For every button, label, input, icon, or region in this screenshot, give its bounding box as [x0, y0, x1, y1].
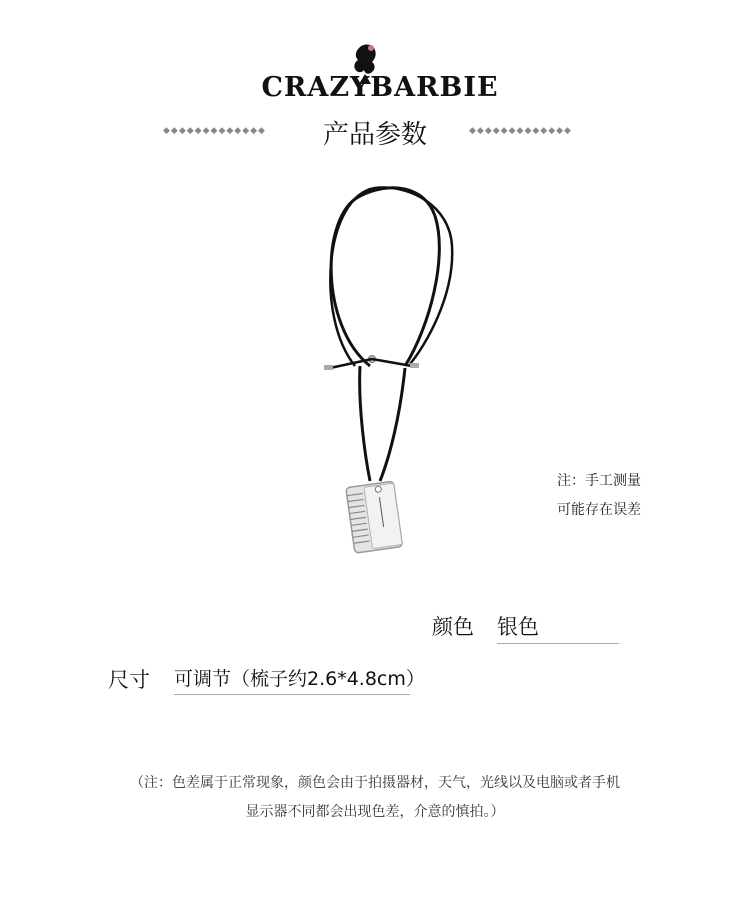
size-label: 尺寸: [108, 668, 150, 692]
color-value: 银色: [497, 611, 619, 644]
brand-name: CRAZYBARBIE: [261, 72, 499, 103]
section-title: 产品参数: [322, 120, 427, 150]
diamond-decoration-left: ◆◆◆◆◆◆◆◆◆◆◆◆◆: [163, 126, 266, 136]
measurement-note: 注：手工测量: [557, 473, 641, 489]
color-disclaimer-line2: 显示器不同都会出现色差，介意的慎拍。）: [245, 804, 505, 820]
color-disclaimer-line1: （注：色差属于正常现象，颜色会由于拍摄器材，天气，光线以及电脑或者手机: [130, 775, 620, 791]
measurement-error-note: 可能存在误差: [557, 502, 641, 518]
color-label: 颜色: [432, 615, 474, 639]
product-image-necklace: [300, 176, 480, 560]
diamond-decoration-right: ◆◆◆◆◆◆◆◆◆◆◆◆◆: [469, 126, 572, 136]
size-value: 可调节（梳子约2.6*4.8cm）: [174, 664, 410, 695]
